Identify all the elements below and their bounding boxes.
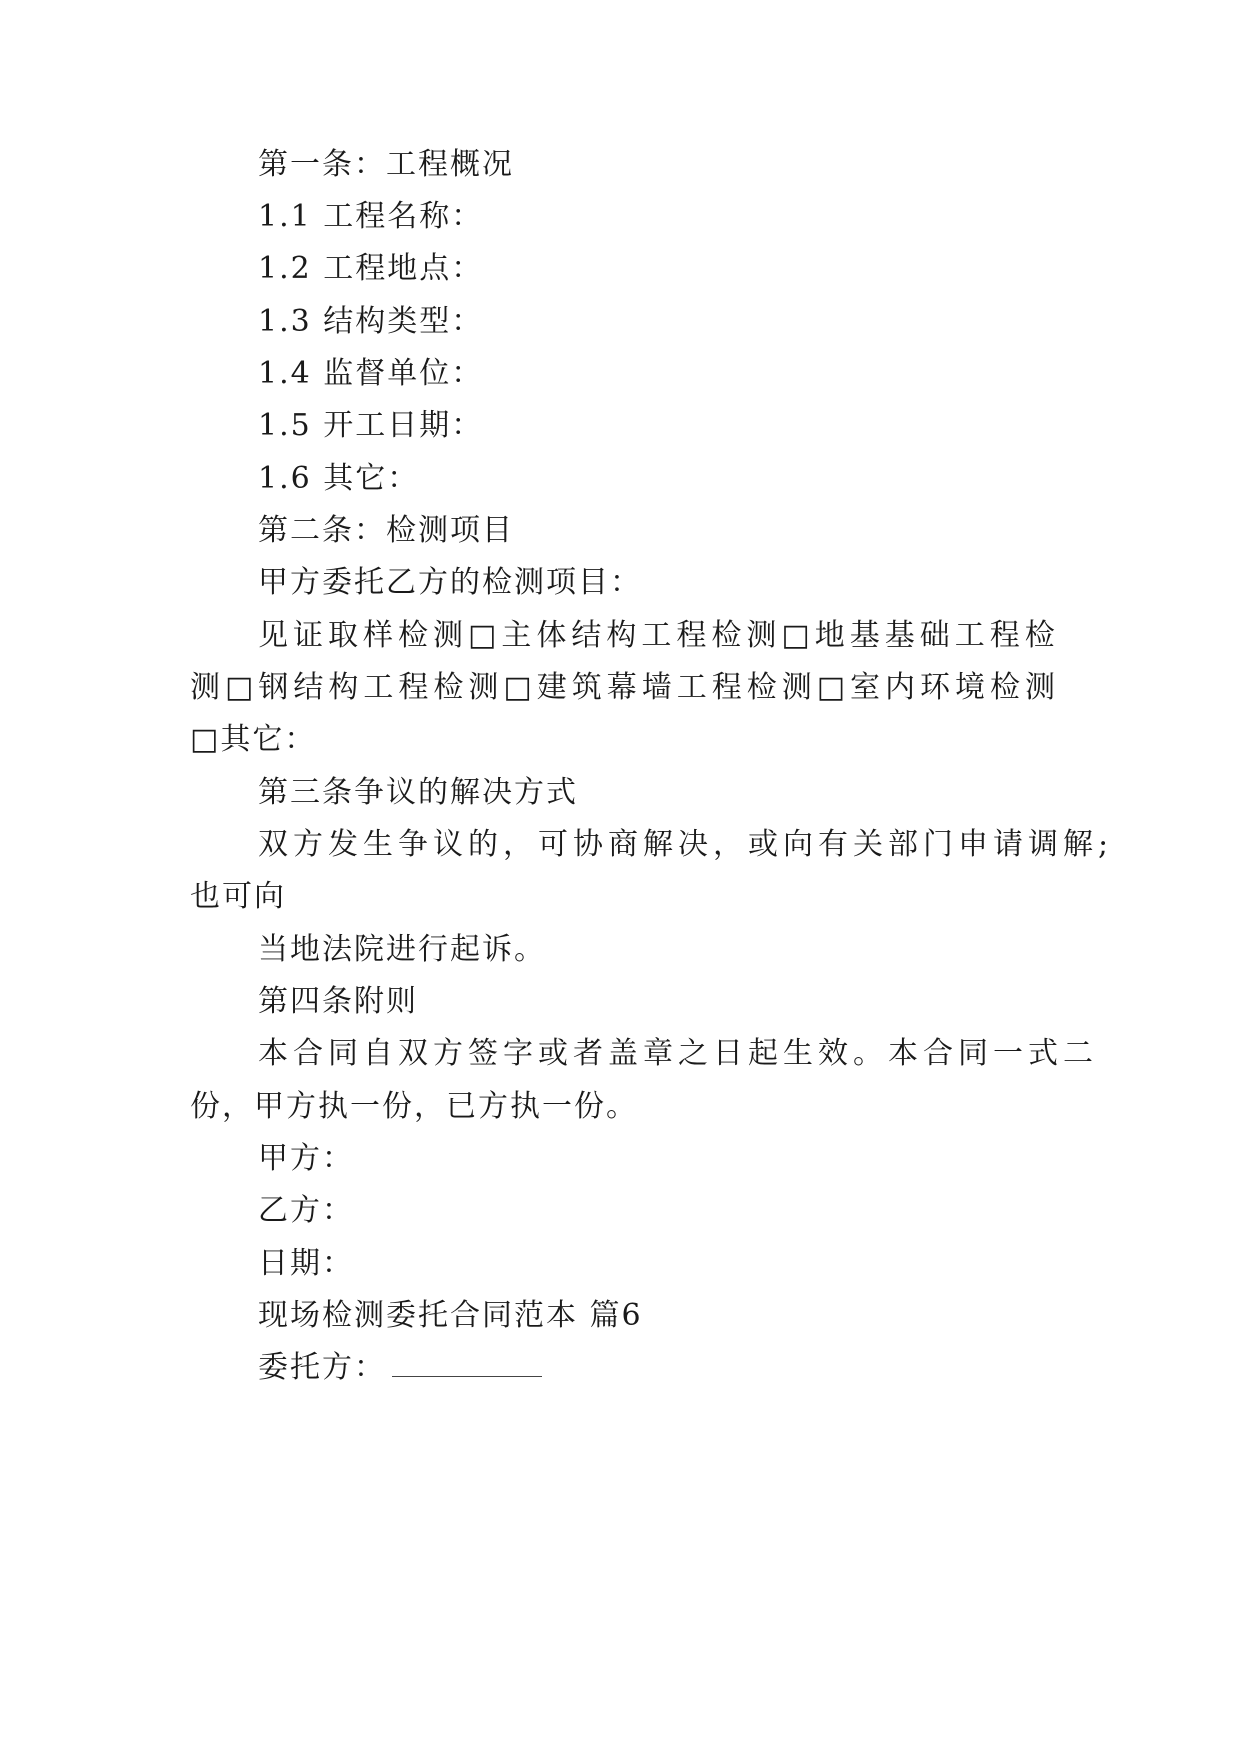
section-title: 现场检测委托合同范本 篇6 [258, 1298, 643, 1333]
effect-line-1: 本合同自双方签字或者盖章之日起生效。本合同一式二 [258, 1036, 1098, 1071]
effect-line-2: 份，甲方执一份，已方执一份。 [190, 1089, 638, 1124]
party-b-line: 乙方： [258, 1193, 354, 1228]
structure-type-line: 1.3 结构类型： [258, 304, 484, 339]
article-1-heading: 第一条：工程概况 [258, 147, 514, 182]
inspection-items-intro: 甲方委托乙方的检测项目： [258, 565, 642, 600]
project-location-line: 1.2 工程地点： [258, 251, 484, 286]
dispute-line-1: 双方发生争议的，可协商解决，或向有关部门申请调解; [258, 827, 1114, 862]
client-label: 委托方： [258, 1350, 386, 1385]
party-a-line: 甲方： [258, 1141, 354, 1176]
client-blank [392, 1348, 542, 1377]
inspection-items-line-3: □其它： [190, 722, 317, 757]
dispute-line-3: 当地法院进行起诉。 [258, 932, 546, 967]
client-line [258, 1348, 542, 1388]
project-name-line: 1.1 工程名称： [258, 199, 484, 234]
supervision-unit-line: 1.4 监督单位： [258, 356, 484, 391]
article-2-heading: 第二条：检测项目 [258, 513, 514, 548]
start-date-line: 1.5 开工日期： [258, 408, 484, 443]
article-4-heading: 第四条附则 [258, 984, 418, 1019]
other-line: 1.6 其它： [258, 461, 420, 496]
inspection-items-line-1: 见证取样检测□主体结构工程检测□地基基础工程检 [258, 618, 1060, 653]
date-line: 日期： [258, 1246, 354, 1281]
inspection-items-line-2: 测□钢结构工程检测□建筑幕墙工程检测□室内环境检测 [190, 670, 1061, 705]
article-3-heading: 第三条争议的解决方式 [258, 775, 578, 810]
dispute-line-2: 也可向 [190, 879, 286, 914]
